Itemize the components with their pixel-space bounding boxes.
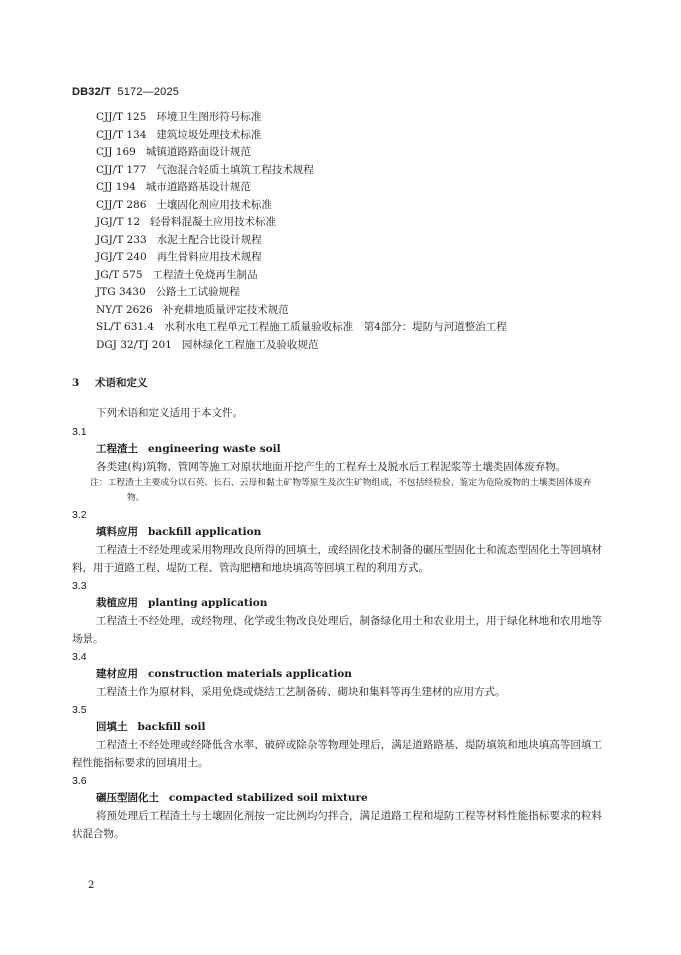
reference-title: 园林绿化工程施工及验收规范 — [181, 338, 319, 351]
reference-title: 土壤固化剂应用技术标准 — [156, 198, 272, 211]
reference-title: 水泥土配合比设计规程 — [156, 233, 262, 246]
term-name-zh: 栽植应用 — [96, 597, 138, 609]
term-name-zh: 工程渣土 — [96, 443, 138, 455]
reference-code: SL/T 631.4 — [96, 321, 155, 333]
reference-code: CJJ/T 125 — [96, 111, 147, 123]
reference-item — [96, 302, 507, 320]
term-definition: 各类建(构)筑物、管网等施工对原状地面开挖产生的工程弃土及脱水后工程泥浆等土壤类固体废弃物。 — [96, 461, 567, 473]
term-number: 3.6 — [72, 775, 87, 787]
section-title: 术语和定义 — [94, 377, 148, 389]
reference-code: CJJ/T 134 — [96, 128, 147, 141]
section-number: 3 — [72, 377, 80, 389]
reference-item — [96, 267, 507, 285]
reference-item — [96, 337, 507, 355]
term-name-en: construction materials application — [148, 668, 352, 680]
standard-number: 5172—2025 — [117, 86, 180, 98]
term-heading — [96, 789, 602, 807]
term-entry — [72, 578, 602, 648]
reference-code: CJJ/T 177 — [96, 163, 147, 176]
term-heading — [96, 594, 602, 612]
term-heading — [96, 440, 602, 458]
term-definition: 将预处理后工程渣土与土壤固化剂按一定比例均匀拌合，满足道路工程和堤防工程等材料性能指标要求的粒料状混合物。 — [72, 810, 602, 840]
reference-title: 城市道路路基设计规范 — [145, 181, 251, 193]
reference-title: 气泡混合轻质土填筑工程技术规程 — [156, 163, 314, 176]
term-name-zh: 填料应用 — [96, 526, 138, 538]
reference-item — [96, 109, 507, 127]
term-name-en: engineering waste soil — [148, 443, 281, 455]
term-entry — [72, 507, 602, 577]
reference-item — [96, 232, 507, 250]
section-intro: 下列术语和定义适用于本文件。 — [96, 407, 243, 419]
standard-code: DB32/T — [72, 86, 112, 98]
term-number: 3.4 — [72, 651, 87, 663]
reference-title: 水利水电工程单元工程施工质量验收标准 第4部分：堤防与河道整治工程 — [164, 321, 507, 333]
term-definition: 工程渣土不经处理或经降低含水率、破碎或除杂等物理处理后，满足道路路基、堤防填筑和地块填高等回填工程性能指标要求的回填用土。 — [72, 739, 602, 769]
normative-references-list — [96, 109, 507, 354]
reference-item — [96, 214, 507, 232]
reference-item — [96, 144, 507, 162]
term-name-zh: 建材应用 — [96, 668, 138, 680]
term-number: 3.2 — [72, 509, 87, 521]
term-name-en: backfill application — [148, 526, 262, 538]
term-entry — [72, 649, 602, 701]
term-number: 3.1 — [72, 426, 87, 438]
term-entry — [72, 424, 602, 506]
term-name-en: planting application — [148, 597, 268, 609]
reference-code: CJJ/T 286 — [96, 198, 147, 211]
terms-list — [72, 424, 602, 844]
reference-code: JGJ/T 12 — [96, 216, 141, 228]
reference-item — [96, 197, 507, 215]
reference-item — [96, 319, 507, 337]
reference-item — [96, 179, 507, 197]
page-number: 2 — [88, 880, 95, 891]
term-entry — [72, 773, 602, 843]
section-heading — [72, 375, 147, 390]
reference-title: 轻骨料混凝土应用技术标准 — [150, 216, 277, 228]
term-heading — [96, 523, 602, 541]
term-definition: 工程渣土不经处理或采用物理改良所得的回填土，或经固化技术制备的碾压型固化土和流态型固化土等回填材料，用于道路工程、堤防工程、管沟肥槽和地块填高等回填工程的利用方式。 — [72, 544, 602, 574]
term-name-en: compacted stabilized soil mixture — [169, 792, 368, 804]
reference-title: 环境卫生图形符号标准 — [156, 111, 262, 123]
reference-code: JGJ/T 240 — [96, 251, 147, 263]
reference-title: 再生骨料应用技术规程 — [156, 251, 262, 263]
term-entry — [72, 702, 602, 772]
reference-item — [96, 162, 507, 180]
term-heading — [96, 665, 602, 683]
reference-item — [96, 249, 507, 267]
term-name-en: backfill soil — [137, 721, 206, 733]
reference-code: NY/T 2626 — [96, 303, 153, 316]
reference-code: CJJ 169 — [96, 146, 136, 158]
reference-title: 城镇道路路面设计规范 — [145, 146, 251, 158]
document-header — [72, 86, 179, 98]
reference-title: 补充耕地质量评定技术规范 — [162, 303, 289, 316]
term-number: 3.3 — [72, 580, 87, 592]
term-definition: 工程渣土作为原材料，采用免烧或烧结工艺制备砖、砌块和集料等再生建材的应用方式。 — [96, 686, 506, 698]
reference-code: JGJ/T 233 — [96, 233, 147, 246]
reference-title: 工程渣土免烧再生制品 — [152, 268, 258, 281]
term-name-zh: 碾压型固化土 — [96, 792, 159, 804]
reference-code: CJJ 194 — [96, 181, 136, 193]
term-definition: 工程渣土不经处理，或经物理、化学或生物改良处理后，制备绿化用土和农业用土，用于绿化林地和农用地等场景。 — [72, 615, 602, 645]
reference-title: 公路土工试验规程 — [155, 286, 240, 298]
reference-item — [96, 284, 507, 302]
reference-code: DGJ 32/TJ 201 — [96, 338, 172, 351]
term-name-zh: 回填土 — [96, 721, 128, 733]
reference-title: 建筑垃圾处理技术标准 — [156, 128, 262, 141]
term-number: 3.5 — [72, 704, 87, 716]
reference-code: JTG 3430 — [96, 286, 146, 298]
reference-code: JG/T 575 — [96, 268, 143, 281]
term-note: 注：工程渣土主要成分以石英、长石、云母和黏土矿物等原生及次生矿物组成，不包括经检验、鉴定为危险废物的土壤类固体废弃物。 — [90, 478, 592, 503]
reference-item — [96, 127, 507, 145]
term-heading — [96, 718, 602, 736]
